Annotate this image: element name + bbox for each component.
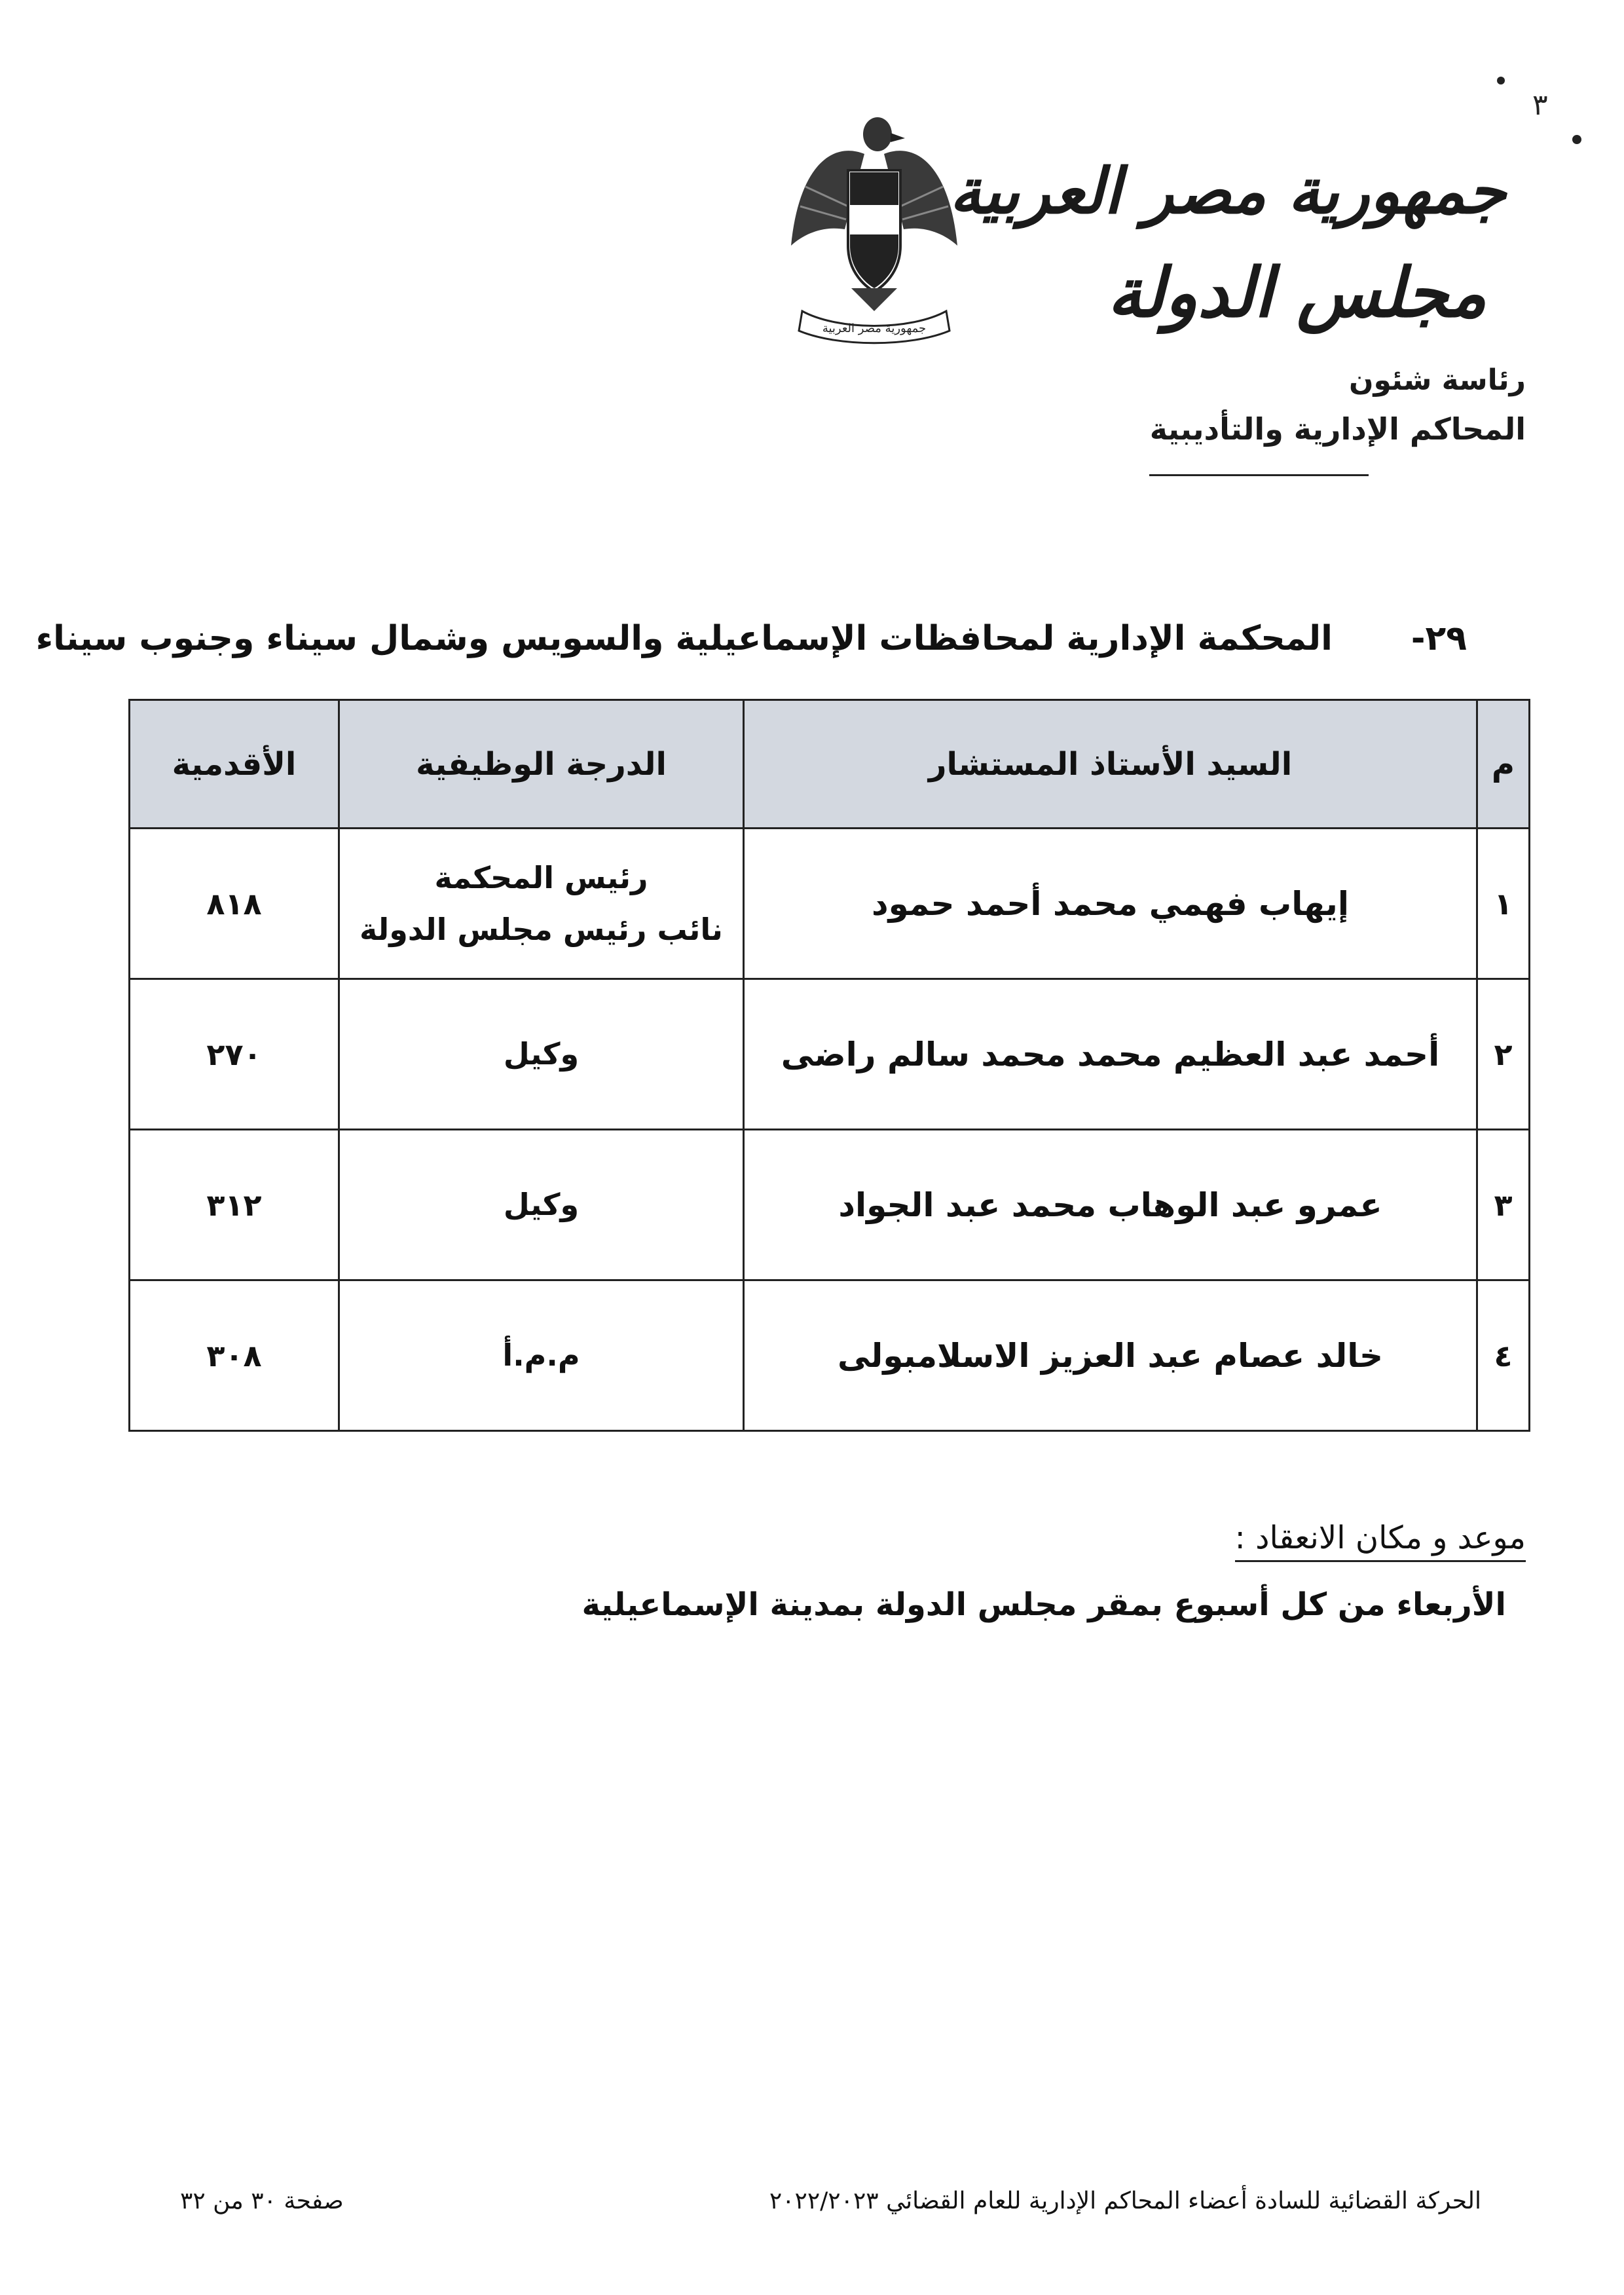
table-row bbox=[130, 1130, 1530, 1280]
section-title-text: المحكمة الإدارية لمحافظات الإسماعيلية والسويس وشمال سيناء وجنوب سيناء bbox=[35, 619, 1333, 658]
corner-mark-text: ٣ bbox=[1532, 88, 1548, 122]
corner-marks bbox=[1486, 69, 1591, 147]
grade-line1: وكيل bbox=[503, 1036, 580, 1072]
row-number: ٢ bbox=[1477, 979, 1530, 1130]
emblem-caption: جمهورية مصر العربية bbox=[822, 322, 927, 335]
header-office-line1: رئاسة شئون bbox=[1348, 364, 1526, 397]
judge-name: إيهاب فهمي محمد أحمد حمود bbox=[744, 829, 1477, 979]
judge-name: أحمد عبد العظيم محمد محمد سالم راضى bbox=[744, 979, 1477, 1130]
header-grade: الدرجة الوظيفية bbox=[339, 700, 744, 829]
judge-name: عمرو عبد الوهاب محمد عبد الجواد bbox=[744, 1130, 1477, 1280]
table-row bbox=[130, 979, 1530, 1130]
footer-text: الحركة القضائية للسادة أعضاء المحاكم الإدارية للعام القضائي ٢٠٢٢/٢٠٢٣ bbox=[769, 2188, 1481, 2214]
grade-line1: م.م.أ bbox=[502, 1337, 580, 1373]
header-name: السيد الأستاذ المستشار bbox=[744, 700, 1477, 829]
judge-seniority: ٣١٢ bbox=[130, 1130, 339, 1280]
eagle-emblem bbox=[786, 115, 963, 350]
row-number: ١ bbox=[1477, 829, 1530, 979]
section-number: ٢٩- bbox=[1411, 619, 1467, 658]
judge-grade bbox=[339, 979, 744, 1130]
judge-grade bbox=[339, 1280, 744, 1431]
header-council: مجلس الدولة bbox=[1107, 252, 1486, 333]
judge-name: خالد عصام عبد العزيز الاسلامبولى bbox=[744, 1280, 1477, 1431]
judge-seniority: ٢٧٠ bbox=[130, 979, 339, 1130]
judge-seniority: ٨١٨ bbox=[130, 829, 339, 979]
row-number: ٣ bbox=[1477, 1130, 1530, 1280]
meeting-label bbox=[1235, 1520, 1526, 1556]
header-country: جمهورية مصر العربية bbox=[949, 154, 1506, 228]
table-row bbox=[130, 829, 1530, 979]
header-seniority: الأقدمية bbox=[130, 700, 339, 829]
judge-seniority: ٣٠٨ bbox=[130, 1280, 339, 1431]
table-row bbox=[130, 1280, 1530, 1431]
header-office-line2: المحاكم الإدارية والتأديبية bbox=[1149, 411, 1526, 447]
row-number: ٤ bbox=[1477, 1280, 1530, 1431]
judges-table bbox=[128, 699, 1530, 1432]
grade-line1: رئيس المحكمة bbox=[434, 860, 648, 896]
header-m: م bbox=[1477, 700, 1530, 829]
meeting-label-text: موعد و مكان الانعقاد : bbox=[1235, 1520, 1526, 1562]
grade-line2: نائب رئيس مجلس الدولة bbox=[360, 911, 723, 947]
page-number: صفحة ٣٠ من ٣٢ bbox=[180, 2188, 344, 2214]
meeting-text: الأربعاء من كل أسبوع بمقر مجلس الدولة بمدينة الإسماعيلية bbox=[581, 1586, 1506, 1623]
judge-grade bbox=[339, 829, 744, 979]
judge-grade bbox=[339, 1130, 744, 1280]
section-title bbox=[36, 619, 1467, 658]
header-rule bbox=[1149, 474, 1369, 476]
grade-line1: وكيل bbox=[503, 1187, 580, 1223]
table-header-row bbox=[130, 700, 1530, 829]
